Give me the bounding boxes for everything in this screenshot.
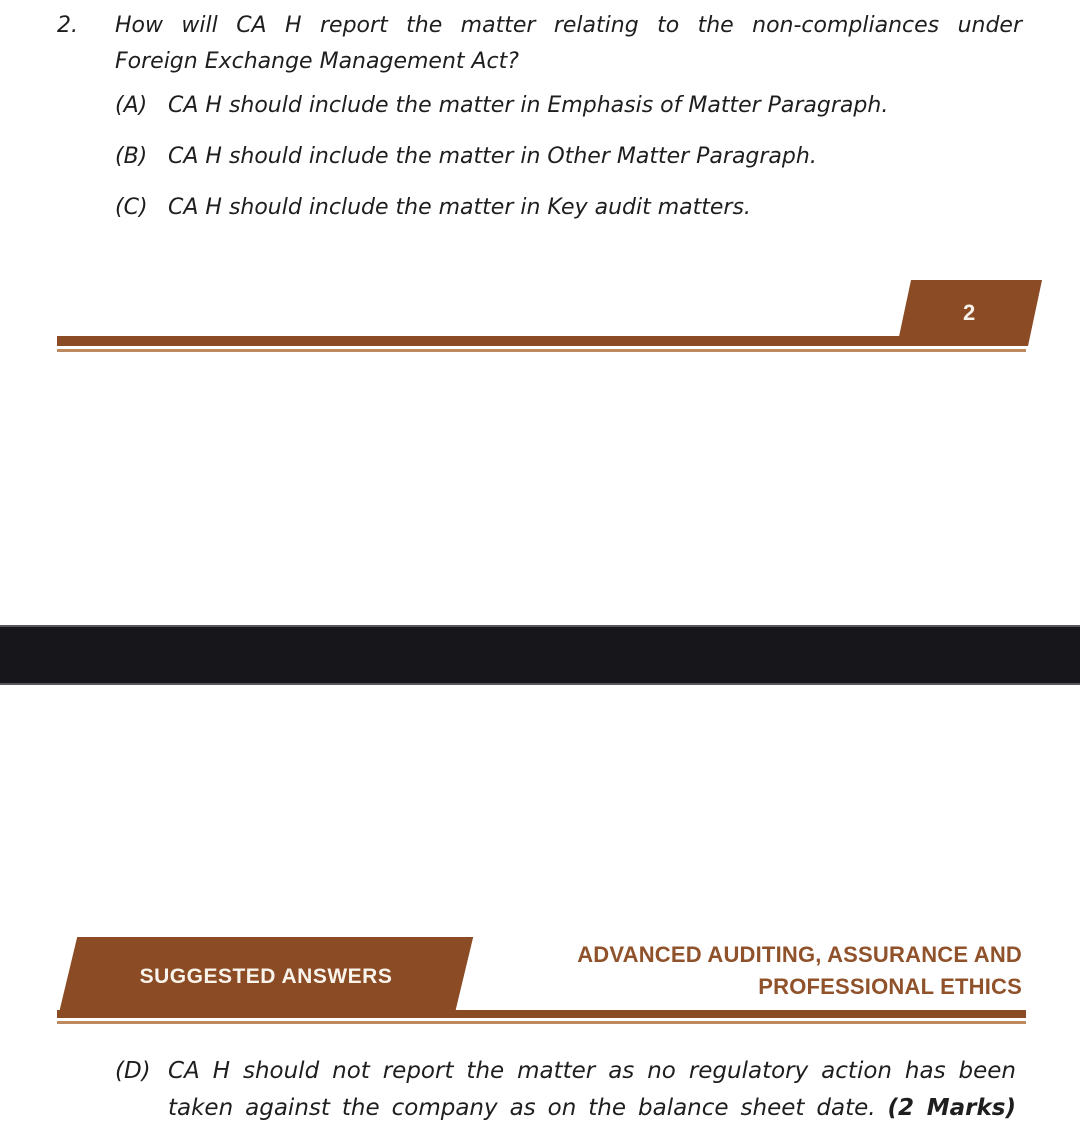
option-d-text (168, 1053, 1016, 1127)
question-line-2: Foreign Exchange Management Act? (115, 49, 519, 74)
document-title (482, 939, 1022, 1003)
option-b-row (115, 143, 1020, 170)
option-a-text: CA H should include the matter in Emphasis of Matter Paragraph. (168, 93, 889, 118)
option-c-label: (C) (115, 195, 148, 220)
option-c-text: CA H should include the matter in Key audit matters. (168, 195, 751, 220)
page2-header-rule-thin (57, 1021, 1026, 1024)
option-b-label: (B) (115, 144, 148, 169)
page1-footer-rule-thin (57, 349, 1026, 352)
suggested-answers-label: SUGGESTED ANSWERS (139, 965, 392, 988)
question-text (115, 8, 1022, 80)
option-b-text: CA H should include the matter in Other Matter Paragraph. (168, 144, 817, 169)
question-line-1: How will CA H report the matter relating to the non-compliances under (115, 13, 1022, 38)
option-a-row (115, 92, 1020, 119)
page1-footer-rule-thick (57, 336, 1026, 346)
suggested-answers-banner (58, 937, 473, 1017)
question-number: 2. (57, 13, 78, 38)
page-gap-band (0, 625, 1080, 685)
option-c-row (115, 194, 1020, 221)
title-line-1: ADVANCED AUDITING, ASSURANCE AND (577, 942, 1022, 967)
question-block (57, 8, 1022, 80)
page-number-tab (897, 280, 1042, 346)
option-d-row (115, 1053, 1016, 1127)
option-d-line-2-text: taken against the company as on the balance sheet date. (168, 1095, 876, 1121)
option-d-line-2 (168, 1090, 1016, 1127)
option-d-line-1: CA H should not report the matter as no regulatory action has been (168, 1058, 1016, 1084)
option-a-label: (A) (115, 93, 148, 118)
title-line-2: PROFESSIONAL ETHICS (758, 974, 1022, 999)
option-d-label: (D) (115, 1058, 151, 1084)
marks-label: (2 Marks) (887, 1095, 1016, 1121)
page-number: 2 (963, 300, 976, 325)
options-list (115, 92, 1020, 245)
